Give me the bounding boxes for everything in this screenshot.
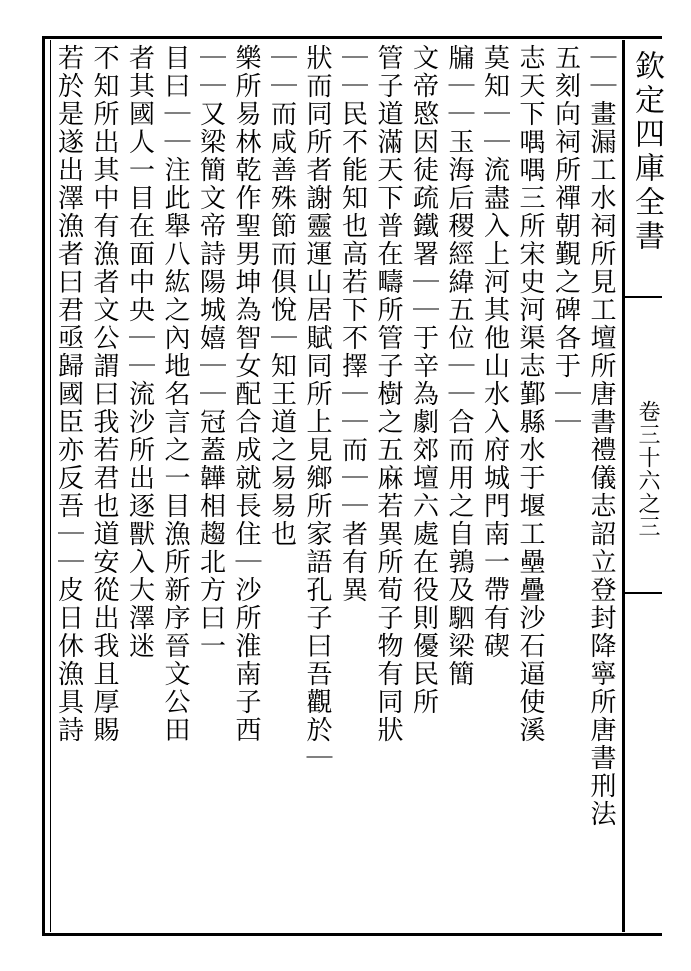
book-title: 欽定四庫全書 bbox=[629, 50, 664, 254]
text-column: 狀而同所者謝靈運山居賦同所上見鄉所家語孔子曰吾觀於｜ bbox=[302, 44, 332, 772]
text-column: 志天下喁喁三所宋史河渠志鄞縣水于堰工壘疊沙石逼使溪 bbox=[515, 44, 545, 744]
text-column: 管子道滿天下普在疇所管子樹之五麻若異所荀子物有同狀 bbox=[373, 44, 403, 744]
text-column: 目曰｜｜注此舉八紘之內地名言之一目漁所新序晉文公田 bbox=[160, 44, 190, 744]
margin-rule-top bbox=[622, 296, 662, 298]
text-column: ｜｜民不能知也高若下不擇｜｜而｜｜者有異 bbox=[337, 44, 368, 604]
text-column: 牖｜｜玉海后稷經緯五位｜｜合而用之自鶉及駟梁簡 bbox=[444, 44, 474, 688]
text-column: 五刻向祠所禪朝覲之碑各于｜｜ bbox=[550, 44, 581, 436]
margin-rule-bottom bbox=[622, 592, 662, 594]
text-column: 不知所出其中有漁者文公謂曰我若君也道安從出我且厚賜 bbox=[89, 44, 119, 744]
text-column: 樂所易林乾作聖男坤為智女配合成就長住｜沙所淮南子西 bbox=[231, 44, 261, 744]
text-column: 若於是遂出澤漁者曰君亟歸國臣亦反吾｜｜皮日休漁具詩 bbox=[53, 44, 84, 744]
text-column: ｜｜畫漏工水祠所見工壇所唐書禮儀志詔立登封降寧所唐書刑法 bbox=[586, 44, 616, 828]
text-column: 文帝愍因徒疏鐵署｜｜于辛為劇郊壇六處在役則優民所 bbox=[408, 44, 439, 716]
volume-label: 卷三十六之三 bbox=[635, 400, 660, 538]
text-column: 者其國人一目在面中央｜｜流沙所出逐獸入大澤迷 bbox=[124, 44, 155, 660]
text-column: ｜｜又梁簡文帝詩陽城嬉｜｜冠蓋韡相趨北方曰一 bbox=[195, 44, 226, 660]
text-column: ｜｜而咸善殊節而俱悅｜知王道之易易也 bbox=[266, 44, 297, 548]
text-column: 莫知｜｜流盡入上河其他山水入府城門南一帶有碶 bbox=[479, 44, 510, 660]
